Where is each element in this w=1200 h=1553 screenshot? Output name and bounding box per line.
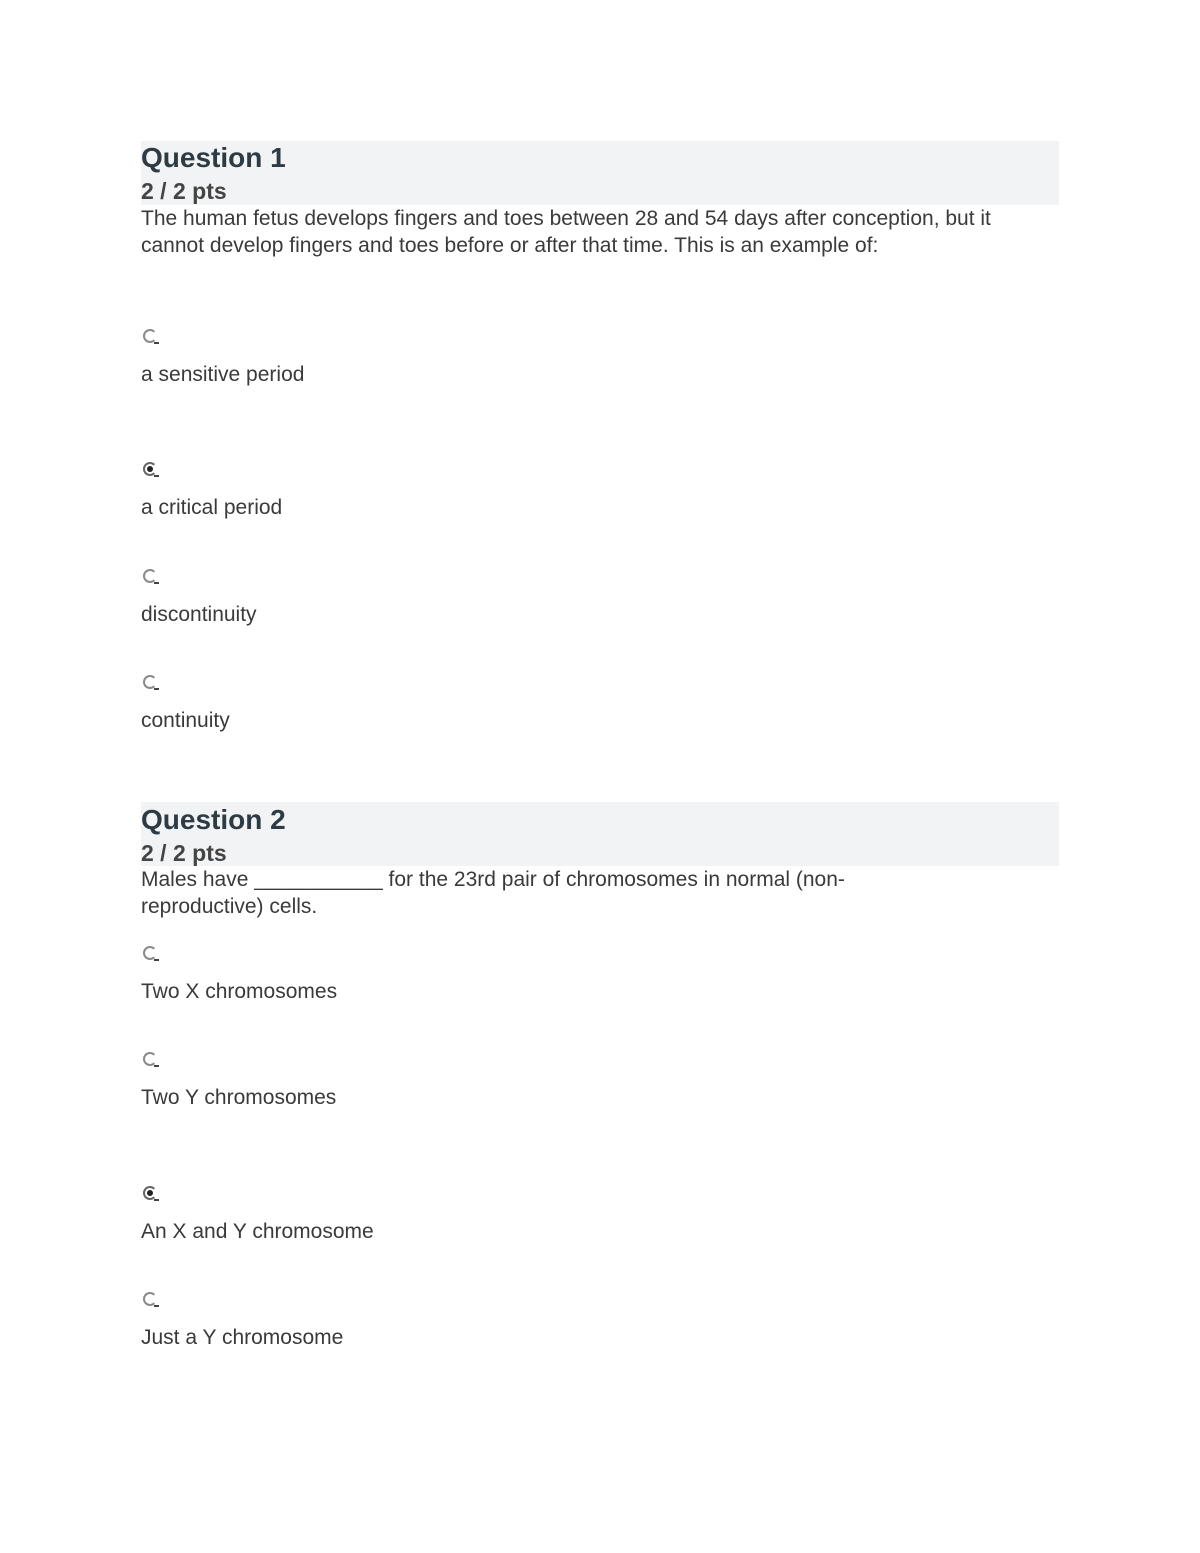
question-header xyxy=(141,141,1059,205)
answer-label: continuity xyxy=(141,709,230,732)
radio-button-checked-icon[interactable] xyxy=(143,1186,157,1200)
radio-button-icon[interactable] xyxy=(143,1052,157,1066)
answer-label: Two X chromosomes xyxy=(141,980,338,1003)
answer-label: discontinuity xyxy=(141,603,257,626)
question-score: 2 / 2 pts xyxy=(141,840,227,866)
question-2 xyxy=(141,802,1059,920)
radio-button-icon[interactable] xyxy=(143,946,157,960)
radio-button-icon[interactable] xyxy=(143,675,157,689)
radio-button-icon[interactable] xyxy=(143,569,157,583)
radio-button-icon[interactable] xyxy=(143,329,157,343)
question-title: Question 1 xyxy=(141,142,286,173)
question-score: 2 / 2 pts xyxy=(141,178,227,204)
question-1 xyxy=(141,141,1059,259)
question-header xyxy=(141,802,1059,866)
answer-label: a critical period xyxy=(141,496,283,519)
question-text: The human fetus develops fingers and toes between 28 and 54 days after conception, but it cannot develop fingers and toes before or after that time. This is an example of: xyxy=(141,207,991,257)
answer-label: Two Y chromosomes xyxy=(141,1086,337,1109)
radio-button-icon[interactable] xyxy=(143,1292,157,1306)
answer-label: a sensitive period xyxy=(141,363,305,386)
question-title: Question 2 xyxy=(141,804,286,835)
answer-label: An X and Y chromosome xyxy=(141,1220,374,1243)
radio-button-checked-icon[interactable] xyxy=(143,462,157,476)
answer-label: Just a Y chromosome xyxy=(141,1326,344,1349)
question-text: Males have ___________ for the 23rd pair of chromosomes in normal (non-reproductive) cells. xyxy=(141,868,845,918)
